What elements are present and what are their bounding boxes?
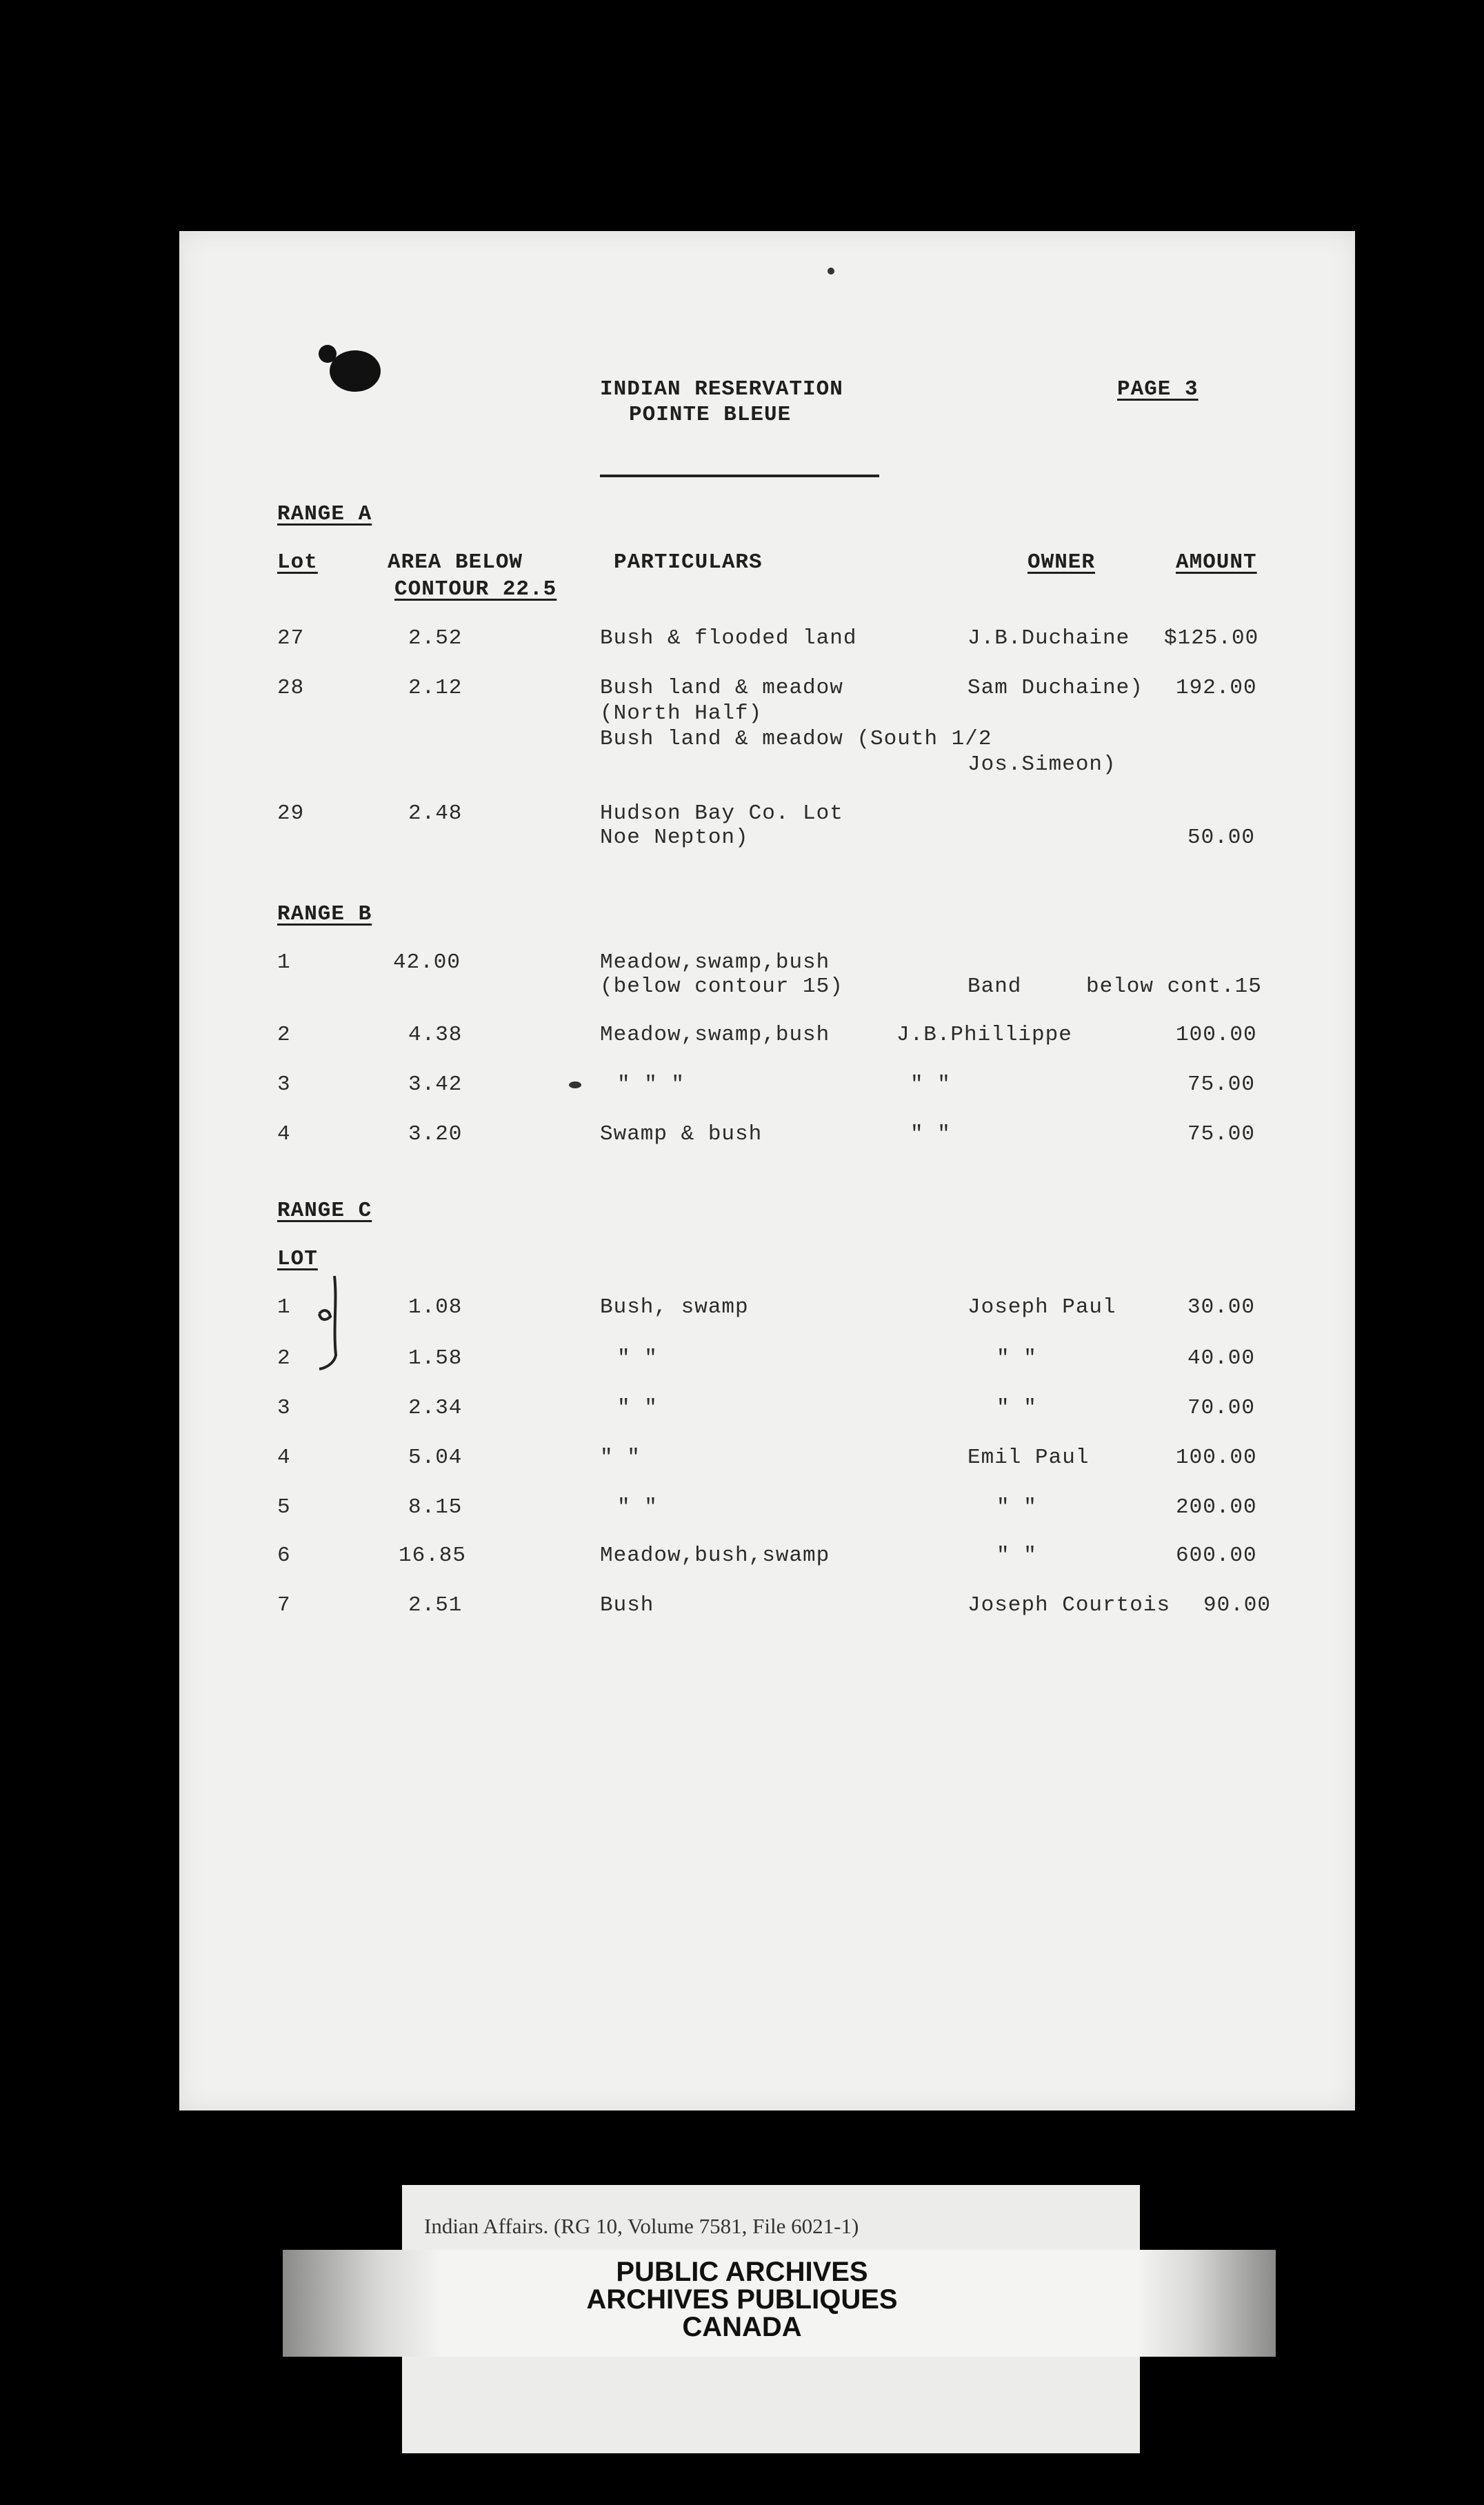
column-area-line2: CONTOUR 22.5 <box>394 577 557 601</box>
table-row-area: 42.00 <box>393 950 461 975</box>
column-area-line1: AREA BELOW <box>388 550 523 575</box>
table-row-particulars: " " " <box>617 1072 685 1097</box>
table-row-area: 2.34 <box>408 1396 463 1420</box>
archive-stamp-line3: CANADA <box>682 2312 802 2342</box>
column-amount: AMOUNT <box>1176 550 1257 575</box>
table-row-lot: 29 <box>277 801 305 826</box>
table-row-lot: 7 <box>277 1593 291 1617</box>
range-b-heading: RANGE B <box>277 902 372 926</box>
column-lot: Lot <box>277 550 318 575</box>
table-row-lot: 5 <box>277 1495 291 1519</box>
table-row-amount: 192.00 <box>1176 676 1257 700</box>
table-row-amount: 200.00 <box>1176 1495 1257 1519</box>
table-row-particulars: Swamp & bush <box>600 1122 763 1146</box>
archive-stamp-line2: ARCHIVES PUBLIQUES <box>586 2284 898 2315</box>
page-number: PAGE 3 <box>1117 377 1199 401</box>
table-row-owner: J.B.Duchaine <box>967 626 1130 650</box>
table-row-owner: " " <box>996 1396 1037 1420</box>
table-row-owner: Joseph Courtois <box>967 1593 1171 1617</box>
table-row-particulars: Hudson Bay Co. Lot <box>600 801 843 826</box>
table-row-particulars-cont: (below contour 15) <box>600 975 843 999</box>
table-row-particulars: Meadow,swamp,bush <box>600 1023 830 1047</box>
table-row-particulars-cont: Noe Nepton) <box>600 826 749 850</box>
table-row-amount: 50.00 <box>1187 826 1256 850</box>
table-row-amount: 70.00 <box>1187 1396 1256 1420</box>
table-row-particulars-cont: Bush land & meadow (South 1/2 <box>600 727 992 751</box>
table-row-amount: 40.00 <box>1187 1346 1256 1370</box>
table-row-area: 16.85 <box>399 1544 467 1568</box>
table-row-area: 5.04 <box>408 1446 463 1470</box>
table-row-lot: 4 <box>277 1122 291 1146</box>
table-row-area: 2.48 <box>408 801 463 826</box>
table-row-area: 2.51 <box>408 1593 463 1617</box>
table-row-area: 3.42 <box>408 1072 463 1097</box>
table-row-area: 8.15 <box>408 1495 463 1519</box>
range-a-heading: RANGE A <box>277 502 372 526</box>
table-row-lot: 4 <box>277 1446 291 1470</box>
table-row-amount: 90.00 <box>1203 1593 1272 1617</box>
table-row-lot: 1 <box>277 1295 291 1319</box>
table-row-particulars: Bush & flooded land <box>600 626 857 650</box>
table-row-owner: " " <box>996 1346 1037 1370</box>
table-row-amount: 600.00 <box>1176 1544 1257 1568</box>
table-row-amount: $125.00 <box>1164 626 1259 650</box>
table-row-particulars-cont: (North Half) <box>600 701 763 726</box>
title-line-1: INDIAN RESERVATION <box>600 377 843 401</box>
table-row-owner: " " <box>910 1072 951 1097</box>
title-underline <box>600 475 879 477</box>
range-c-heading: RANGE C <box>277 1199 372 1223</box>
table-row-particulars: " " <box>617 1495 658 1519</box>
table-row-particulars: " " <box>617 1346 658 1370</box>
table-row-lot: 28 <box>277 676 305 700</box>
table-row-owner: Emil Paul <box>967 1446 1090 1470</box>
table-row-lot: 2 <box>277 1023 291 1047</box>
column-owner: OWNER <box>1027 550 1096 575</box>
table-row-area: 1.08 <box>408 1295 463 1319</box>
table-row-lot: 1 <box>277 950 291 975</box>
table-row-area: 2.12 <box>408 676 463 700</box>
table-row-particulars: Bush land & meadow <box>600 676 843 700</box>
pencil-check-mark <box>314 1273 348 1376</box>
ink-blot <box>330 350 381 392</box>
table-row-particulars: " " <box>600 1446 641 1470</box>
table-row-area: 4.38 <box>408 1023 463 1047</box>
table-row-area: 1.58 <box>408 1346 463 1370</box>
archive-label-bottom <box>402 2357 1140 2453</box>
table-row-particulars: Meadow,swamp,bush <box>600 950 830 975</box>
archive-stamp-line1: PUBLIC ARCHIVES <box>616 2257 868 2287</box>
table-row-lot: 2 <box>277 1346 291 1370</box>
title-line-2: POINTE BLEUE <box>629 403 792 427</box>
column-particulars: PARTICULARS <box>614 550 763 575</box>
table-row-owner: " " <box>910 1122 951 1146</box>
table-row-owner: " " <box>996 1495 1037 1519</box>
table-row-owner-cont: Jos.Simeon) <box>967 752 1116 777</box>
table-row-lot: 27 <box>277 626 305 650</box>
table-row-owner: J.B.Phillippe <box>896 1023 1072 1047</box>
table-row-particulars: Bush <box>600 1593 654 1617</box>
paper-speck <box>569 1081 581 1088</box>
table-row-owner: Joseph Paul <box>967 1295 1116 1319</box>
table-row-particulars: Bush, swamp <box>600 1295 749 1319</box>
table-row-lot: 3 <box>277 1396 291 1420</box>
table-row-area: 2.52 <box>408 626 463 650</box>
table-row-particulars: " " <box>617 1396 658 1420</box>
archive-reference: Indian Affairs. (RG 10, Volume 7581, File 6021-1) <box>424 2214 859 2238</box>
table-row-particulars: Meadow,bush,swamp <box>600 1544 830 1568</box>
range-c-lot-heading: LOT <box>277 1247 318 1271</box>
table-row-area: 3.20 <box>408 1122 463 1146</box>
table-row-owner: " " <box>996 1544 1037 1568</box>
table-row-amount: 100.00 <box>1176 1446 1257 1470</box>
table-row-lot: 6 <box>277 1544 291 1568</box>
table-row-amount: 100.00 <box>1176 1023 1257 1047</box>
table-row-owner: Band <box>967 975 1022 999</box>
paper-speck <box>828 268 834 275</box>
table-row-amount: 30.00 <box>1187 1295 1256 1319</box>
table-row-amount: below cont.15 <box>1086 975 1262 999</box>
table-row-lot: 3 <box>277 1072 291 1097</box>
table-row-owner: Sam Duchaine) <box>967 676 1143 700</box>
table-row-amount: 75.00 <box>1187 1072 1256 1097</box>
ink-blot <box>319 345 337 363</box>
table-row-amount: 75.00 <box>1187 1122 1256 1146</box>
